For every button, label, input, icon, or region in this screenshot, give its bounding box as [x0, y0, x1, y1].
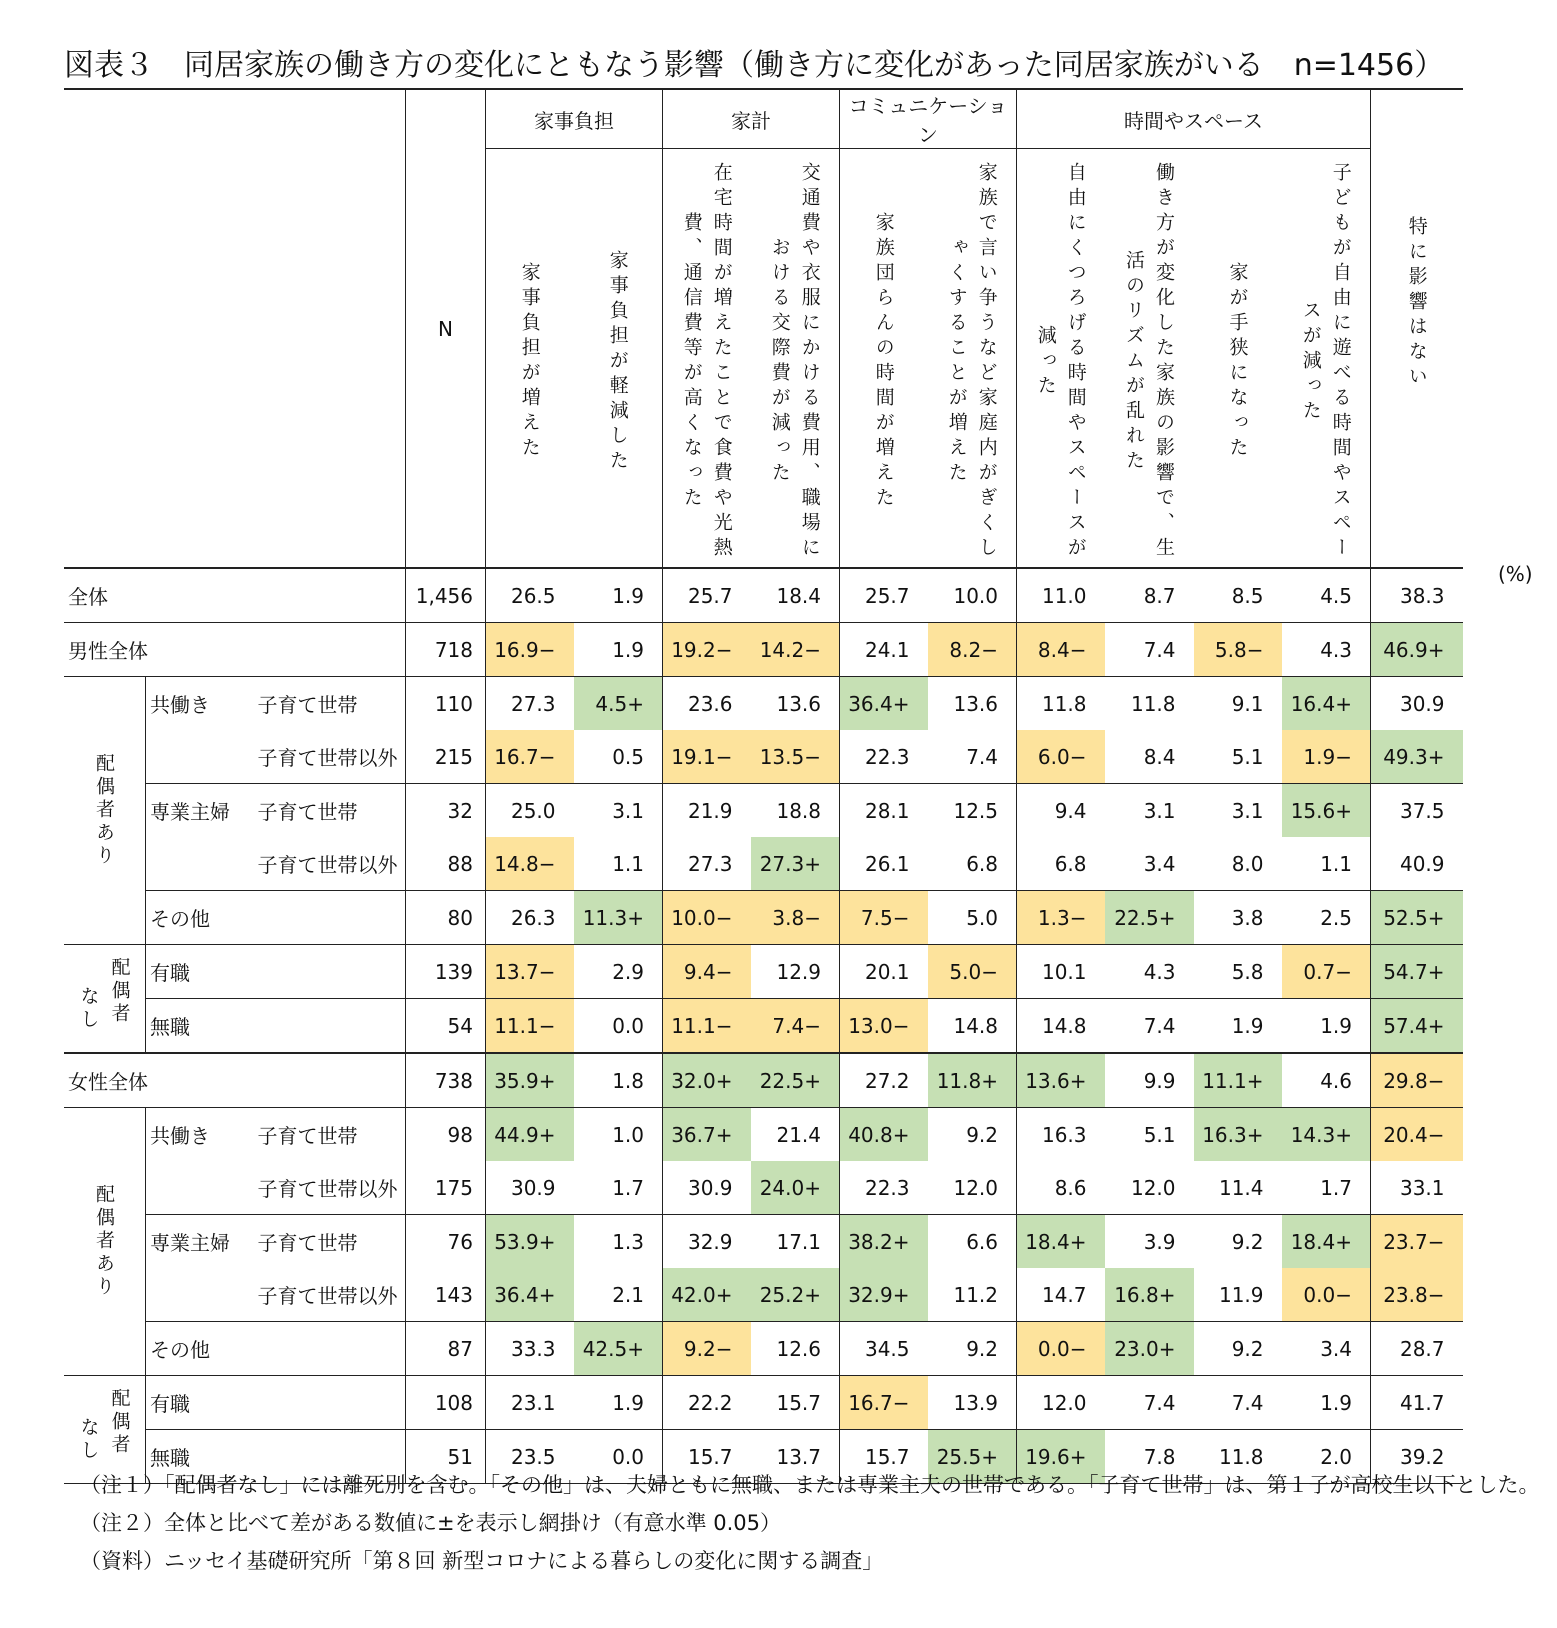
header-n: N — [406, 89, 486, 568]
cell-value: 11.8 — [1194, 1430, 1282, 1484]
cell-value: 18.4+ — [1282, 1215, 1371, 1269]
table-row — [64, 999, 1463, 1054]
cell-value: 14.8 — [1017, 999, 1105, 1054]
cell-n: 108 — [406, 1376, 486, 1430]
row-label-a: その他 — [146, 891, 406, 945]
row-label-b: 子育て世帯以外 — [254, 1161, 406, 1215]
cell-value: 3.1 — [574, 784, 663, 838]
cell-value: 38.3 — [1399, 583, 1445, 608]
row-label-a — [146, 730, 254, 784]
cell-value: 11.1− — [486, 999, 574, 1054]
row-label-a — [146, 1161, 254, 1215]
cell-value: 11.1+ — [1194, 1053, 1282, 1108]
cell-value: 15.7 — [663, 1430, 751, 1484]
table-row — [64, 1322, 1463, 1376]
cell-value: 6.6 — [928, 1215, 1017, 1269]
cell-value: 28.1 — [840, 784, 928, 838]
cell-value: 11.8 — [1105, 677, 1194, 731]
cell-n: 718 — [406, 623, 486, 677]
cell-value: 27.3 — [486, 677, 574, 731]
cell-value: 1.9 — [1282, 999, 1371, 1054]
cell-n: 143 — [406, 1268, 486, 1322]
cell-value: 8.6 — [1054, 1175, 1087, 1200]
cell-value: 3.1 — [1194, 784, 1282, 838]
cell-value: 25.2+ — [751, 1268, 840, 1322]
cell-n: 139 — [406, 945, 486, 999]
cell-n: 51 — [406, 1430, 486, 1484]
row-label-a — [146, 837, 254, 891]
table-row — [64, 945, 1463, 999]
cell-value: 4.5 — [1282, 568, 1371, 623]
cell-value: 12.0 — [1017, 1376, 1105, 1430]
cell-value: 0.0 — [574, 999, 663, 1054]
cell-value: 26.3 — [486, 891, 574, 945]
cell-value: 25.0 — [486, 784, 574, 838]
cell-value: 38.2+ — [840, 1215, 928, 1269]
spouse-yes-text: 配偶者あり — [93, 753, 115, 868]
cell-value: 24.0+ — [751, 1161, 840, 1215]
cell-value: 8.4− — [1017, 623, 1105, 677]
cell-value: 0.0− — [1017, 1322, 1105, 1376]
cell-value: 11.8+ — [928, 1053, 1017, 1108]
cell-n: 175 — [406, 1161, 486, 1215]
cell-value: 5.8− — [1194, 623, 1282, 677]
header-c7: 自由にくつろげる時間やスペースが減った — [1034, 162, 1087, 562]
cell-value: 32.9 — [663, 1215, 751, 1269]
cell-value: 12.0 — [928, 1161, 1017, 1215]
spouse-no-label — [64, 945, 146, 1054]
cell-value: 11.3+ — [574, 891, 663, 945]
row-label-a: その他 — [146, 1322, 406, 1376]
cell-value: 15.7 — [840, 1430, 928, 1484]
data-table — [64, 88, 1463, 1484]
cell-value: 0.0 — [574, 1430, 663, 1484]
cell-value: 53.9+ — [486, 1215, 574, 1269]
cell-value: 11.8 — [1017, 677, 1105, 731]
cell-value: 18.4+ — [1017, 1215, 1105, 1269]
cell-value: 3.1 — [1105, 784, 1194, 838]
cell-value: 15.7 — [751, 1376, 840, 1430]
cell-value: 42.5+ — [574, 1322, 663, 1376]
row-label-b: 子育て世帯以外 — [254, 1268, 406, 1322]
cell-value: 13.7 — [751, 1430, 840, 1484]
header-c1: 家事負担が増えた — [518, 262, 541, 462]
table-row — [64, 1215, 1463, 1269]
cell-value: 36.4+ — [486, 1268, 574, 1322]
cell-value: 41.7 — [1371, 1376, 1463, 1430]
cell-n: 87 — [406, 1322, 486, 1376]
cell-n: 1,456 — [406, 568, 486, 623]
cell-value: 32.0+ — [663, 1053, 751, 1108]
cell-n: 98 — [406, 1108, 486, 1162]
cell-value: 16.3+ — [1194, 1108, 1282, 1162]
cell-value: 3.4 — [1282, 1322, 1371, 1376]
cell-value: 20.4− — [1371, 1108, 1463, 1162]
cell-value: 8.0 — [1231, 851, 1264, 876]
row-label-women_all: 女性全体 — [64, 1053, 406, 1108]
cell-value: 1.3− — [1017, 891, 1105, 945]
spouse-no-text2: 配偶者 — [108, 1388, 131, 1457]
cell-value: 9.1 — [1194, 677, 1282, 731]
table-row — [64, 623, 1463, 677]
cell-n: 76 — [406, 1215, 486, 1269]
cell-value: 8.5 — [1231, 583, 1264, 608]
cell-value: 23.7− — [1371, 1215, 1463, 1269]
cell-value: 21.9 — [663, 784, 751, 838]
cell-value: 6.8 — [928, 837, 1017, 891]
group-communication: コミュニケーション — [840, 89, 1017, 149]
table-row — [64, 1161, 1463, 1215]
cell-value: 6.8 — [1054, 851, 1087, 876]
row-label-men_all: 男性全体 — [64, 623, 406, 677]
cell-value: 8.2− — [928, 623, 1017, 677]
cell-value: 3.9 — [1105, 1215, 1194, 1269]
cell-value: 37.5 — [1371, 784, 1463, 838]
cell-value: 1.1 — [574, 837, 663, 891]
row-label-a: 有職 — [146, 1376, 406, 1430]
group-time-space: 時間やスペース — [1017, 89, 1371, 149]
header-c5: 家族団らんの時間が増えた — [872, 212, 895, 512]
cell-value: 16.9− — [486, 623, 574, 677]
cell-value: 7.8 — [1105, 1430, 1194, 1484]
cell-value: 4.5+ — [574, 677, 663, 731]
table-row — [64, 730, 1463, 784]
cell-value: 1.9 — [574, 568, 663, 623]
cell-value: 13.7− — [486, 945, 574, 999]
cell-value: 30.9 — [1371, 677, 1463, 731]
spouse-no-text: なし — [77, 985, 100, 1032]
cell-value: 7.4 — [1105, 1376, 1194, 1430]
cell-value: 16.8+ — [1105, 1268, 1194, 1322]
cell-value: 13.6 — [751, 677, 840, 731]
cell-value: 4.3 — [1282, 623, 1371, 677]
cell-value: 16.3 — [1017, 1108, 1105, 1162]
cell-value: 4.6 — [1282, 1053, 1371, 1108]
cell-value: 5.1 — [1105, 1108, 1194, 1162]
cell-n: 738 — [406, 1053, 486, 1108]
cell-value: 23.8− — [1371, 1268, 1463, 1322]
cell-value: 9.2 — [928, 1322, 1017, 1376]
cell-value: 9.2 — [928, 1108, 1017, 1162]
header-c3: 在宅時間が増えたことで食費や光熱費、通信費等が高くなった — [680, 162, 733, 562]
cell-value: 7.4 — [1105, 623, 1194, 677]
cell-value: 23.6 — [663, 677, 751, 731]
cell-value: 5.0 — [928, 891, 1017, 945]
cell-value: 44.9+ — [486, 1108, 574, 1162]
cell-value: 27.3 — [687, 851, 733, 876]
row-label-b: 子育て世帯 — [254, 677, 406, 731]
cell-value: 27.2 — [840, 1053, 928, 1108]
cell-value: 12.0 — [1130, 1175, 1176, 1200]
cell-value: 25.5+ — [928, 1430, 1017, 1484]
header-c4: 交通費や衣服にかける費用、職場における交際費が減った — [768, 162, 821, 562]
cell-value: 14.8 — [928, 999, 1017, 1054]
row-label-b: 子育て世帯 — [254, 784, 406, 838]
cell-value: 26.5 — [510, 583, 556, 608]
header-c8: 働き方が変化した家族の影響で、生活のリズムが乱れた — [1123, 162, 1175, 562]
cell-value: 25.7 — [864, 583, 910, 608]
cell-value: 1.9 — [574, 623, 663, 677]
table-row — [64, 837, 1463, 891]
cell-value: 11.1− — [663, 999, 751, 1054]
cell-value: 40.9 — [1399, 851, 1445, 876]
cell-value: 2.5 — [1282, 891, 1371, 945]
table-row — [64, 1268, 1463, 1322]
note-1: （注１）「配偶者なし」には離死別を含む。「その他」は、夫婦ともに無職、または専業主夫の世帯である。「子育て世帯」は、第１子が高校生以下とした。 — [80, 1473, 1540, 1497]
row-label-b: 子育て世帯 — [254, 1108, 406, 1162]
row-label-b: 子育て世帯 — [254, 1215, 406, 1269]
cell-value: 23.5 — [486, 1430, 574, 1484]
cell-value: 22.3 — [864, 744, 910, 769]
cell-value: 46.9+ — [1371, 623, 1463, 677]
cell-value: 25.7 — [687, 583, 733, 608]
cell-value: 28.7 — [1371, 1322, 1463, 1376]
group-finance: 家計 — [663, 89, 840, 149]
table-row — [64, 568, 1463, 623]
cell-value: 9.2 — [1194, 1322, 1282, 1376]
cell-value: 9.4− — [663, 945, 751, 999]
cell-value: 2.1 — [574, 1268, 663, 1322]
cell-value: 1.1 — [1282, 837, 1371, 891]
cell-value: 12.5 — [928, 784, 1017, 838]
row-label-a: 無職 — [146, 999, 406, 1054]
header-c9: 家が手狭になった — [1226, 262, 1249, 462]
cell-value: 2.9 — [574, 945, 663, 999]
row-label-a: 専業主婦 — [146, 784, 254, 838]
note-2: （注２）全体と比べて差がある数値に±を表示し網掛け（有意水準 0.05） — [80, 1511, 782, 1535]
cell-value: 13.6 — [928, 677, 1017, 731]
cell-value: 1.9 — [574, 1376, 663, 1430]
cell-value: 21.4 — [751, 1108, 840, 1162]
cell-n: 88 — [406, 837, 486, 891]
cell-value: 22.5+ — [751, 1053, 840, 1108]
cell-value: 18.8 — [751, 784, 840, 838]
cell-value: 32.9+ — [840, 1268, 928, 1322]
cell-value: 19.6+ — [1017, 1430, 1105, 1484]
cell-value: 5.0− — [928, 945, 1017, 999]
cell-n: 54 — [406, 999, 486, 1054]
cell-value: 23.0+ — [1105, 1322, 1194, 1376]
cell-value: 16.7− — [840, 1376, 928, 1430]
corner-cell — [64, 89, 406, 568]
cell-value: 15.6+ — [1282, 784, 1371, 838]
spouse-no-wrap — [64, 957, 145, 1032]
spouse-yes-label — [64, 1108, 146, 1376]
cell-value: 3.8− — [751, 891, 840, 945]
spouse-no-text: なし — [77, 1416, 100, 1463]
row-label-a: 共働き — [146, 677, 254, 731]
cell-value: 14.2− — [751, 623, 840, 677]
cell-value: 24.1 — [840, 623, 928, 677]
cell-value: 7.4 — [928, 730, 1017, 784]
cell-n: 80 — [406, 891, 486, 945]
cell-value: 36.7+ — [663, 1108, 751, 1162]
cell-value: 9.4 — [1017, 784, 1105, 838]
cell-value: 57.4+ — [1371, 999, 1463, 1054]
header-c6: 家族で言い争うなど家庭内がぎくしゃくすることが増えた — [945, 162, 998, 562]
spouse-no-text2: 配偶者 — [108, 957, 131, 1026]
cell-n: 215 — [406, 730, 486, 784]
cell-value: 22.5+ — [1105, 891, 1194, 945]
cell-value: 27.3+ — [751, 837, 840, 891]
figure-title: 図表３ 同居家族の働き方の変化にともなう影響（働き方に変化があった同居家族がいる n=1456） — [64, 48, 1445, 83]
header-c10: 子どもが自由に遊べる時間やスペースが減った — [1299, 162, 1352, 562]
cell-value: 11.4 — [1218, 1175, 1264, 1200]
cell-value: 1.3 — [574, 1215, 663, 1269]
cell-value: 11.9 — [1218, 1282, 1264, 1307]
cell-value: 36.4+ — [840, 677, 928, 731]
table-row — [64, 784, 1463, 838]
cell-value: 5.8 — [1194, 945, 1282, 999]
cell-value: 13.5− — [751, 730, 840, 784]
spouse-yes-text: 配偶者あり — [93, 1184, 115, 1299]
cell-value: 9.2 — [1194, 1215, 1282, 1269]
cell-value: 54.7+ — [1371, 945, 1463, 999]
cell-value: 33.1 — [1399, 1175, 1445, 1200]
cell-value: 29.8− — [1371, 1053, 1463, 1108]
cell-value: 7.4− — [751, 999, 840, 1054]
cell-value: 39.2 — [1371, 1430, 1463, 1484]
table-row — [64, 1053, 1463, 1108]
cell-value: 1.7 — [574, 1161, 663, 1215]
cell-value: 22.2 — [663, 1376, 751, 1430]
table-row — [64, 677, 1463, 731]
cell-value: 1.9 — [1282, 1376, 1371, 1430]
cell-value: 13.0− — [840, 999, 928, 1054]
cell-value: 9.2− — [663, 1322, 751, 1376]
row-label-b: 子育て世帯以外 — [254, 730, 406, 784]
cell-value: 23.1 — [486, 1376, 574, 1430]
spouse-yes-label — [64, 677, 146, 945]
cell-value: 14.3+ — [1282, 1108, 1371, 1162]
cell-value: 42.0+ — [663, 1268, 751, 1322]
cell-value: 7.5− — [840, 891, 928, 945]
cell-value: 30.9 — [510, 1175, 556, 1200]
header-c2: 家事負担が軽減した — [606, 249, 629, 475]
cell-value: 3.8 — [1194, 891, 1282, 945]
row-label-a: 共働き — [146, 1108, 254, 1162]
cell-value: 14.7 — [1041, 1282, 1087, 1307]
cell-value: 19.1− — [663, 730, 751, 784]
row-label-a: 無職 — [146, 1430, 406, 1484]
cell-value: 16.7− — [486, 730, 574, 784]
cell-value: 0.0− — [1282, 1268, 1371, 1322]
cell-value: 19.2− — [663, 623, 751, 677]
cell-value: 3.4 — [1143, 851, 1176, 876]
cell-value: 13.9 — [928, 1376, 1017, 1430]
cell-value: 1.9 — [1194, 999, 1282, 1054]
cell-value: 26.1 — [864, 851, 910, 876]
cell-value: 12.6 — [751, 1322, 840, 1376]
cell-value: 8.7 — [1143, 583, 1176, 608]
cell-value: 1.0 — [574, 1108, 663, 1162]
cell-value: 1.9− — [1282, 730, 1371, 784]
table-row — [64, 1376, 1463, 1430]
table-row — [64, 891, 1463, 945]
cell-value: 18.4 — [751, 568, 840, 623]
cell-value: 0.5 — [574, 730, 663, 784]
table-row — [64, 1108, 1463, 1162]
cell-value: 9.9 — [1105, 1053, 1194, 1108]
cell-value: 6.0− — [1017, 730, 1105, 784]
header-c11-cell — [1371, 89, 1463, 568]
cell-value: 52.5+ — [1371, 891, 1463, 945]
spouse-no-wrap — [64, 1388, 145, 1463]
cell-value: 40.8+ — [840, 1108, 928, 1162]
row-label-b: 子育て世帯以外 — [254, 837, 406, 891]
row-label-a: 専業主婦 — [146, 1215, 254, 1269]
cell-value: 11.0 — [1041, 583, 1087, 608]
cell-value: 10.1 — [1017, 945, 1105, 999]
cell-value: 8.4 — [1143, 744, 1176, 769]
row-label-all: 全体 — [64, 568, 406, 623]
notes — [80, 1466, 1540, 1580]
cell-value: 10.0− — [663, 891, 751, 945]
cell-value: 17.1 — [751, 1215, 840, 1269]
cell-n: 110 — [406, 677, 486, 731]
cell-value: 34.5 — [840, 1322, 928, 1376]
cell-value: 35.9+ — [486, 1053, 574, 1108]
cell-value: 33.3 — [486, 1322, 574, 1376]
cell-value: 2.0 — [1282, 1430, 1371, 1484]
cell-n: 32 — [406, 784, 486, 838]
unit-label: (%) — [1498, 562, 1533, 586]
header-c11: 特に影響はない — [1405, 215, 1428, 391]
cell-value: 10.0 — [928, 568, 1017, 623]
cell-value: 7.4 — [1105, 999, 1194, 1054]
cell-value: 11.2 — [928, 1268, 1017, 1322]
cell-value: 13.6+ — [1017, 1053, 1105, 1108]
cell-value: 7.4 — [1194, 1376, 1282, 1430]
cell-value: 16.4+ — [1282, 677, 1371, 731]
cell-value: 4.3 — [1105, 945, 1194, 999]
row-label-a: 有職 — [146, 945, 406, 999]
cell-value: 22.3 — [864, 1175, 910, 1200]
row-label-a — [146, 1268, 254, 1322]
cell-value: 0.7− — [1282, 945, 1371, 999]
cell-value: 30.9 — [687, 1175, 733, 1200]
cell-value: 14.8− — [486, 837, 574, 891]
source-note: （資料）ニッセイ基礎研究所「第８回 新型コロナによる暮らしの変化に関する調査」 — [80, 1549, 884, 1573]
cell-value: 1.7 — [1282, 1161, 1371, 1215]
cell-value: 1.8 — [574, 1053, 663, 1108]
cell-value: 12.9 — [751, 945, 840, 999]
group-household: 家事負担 — [486, 89, 663, 149]
cell-value: 20.1 — [840, 945, 928, 999]
cell-value: 5.1 — [1231, 744, 1264, 769]
cell-value: 49.3+ — [1371, 730, 1463, 784]
